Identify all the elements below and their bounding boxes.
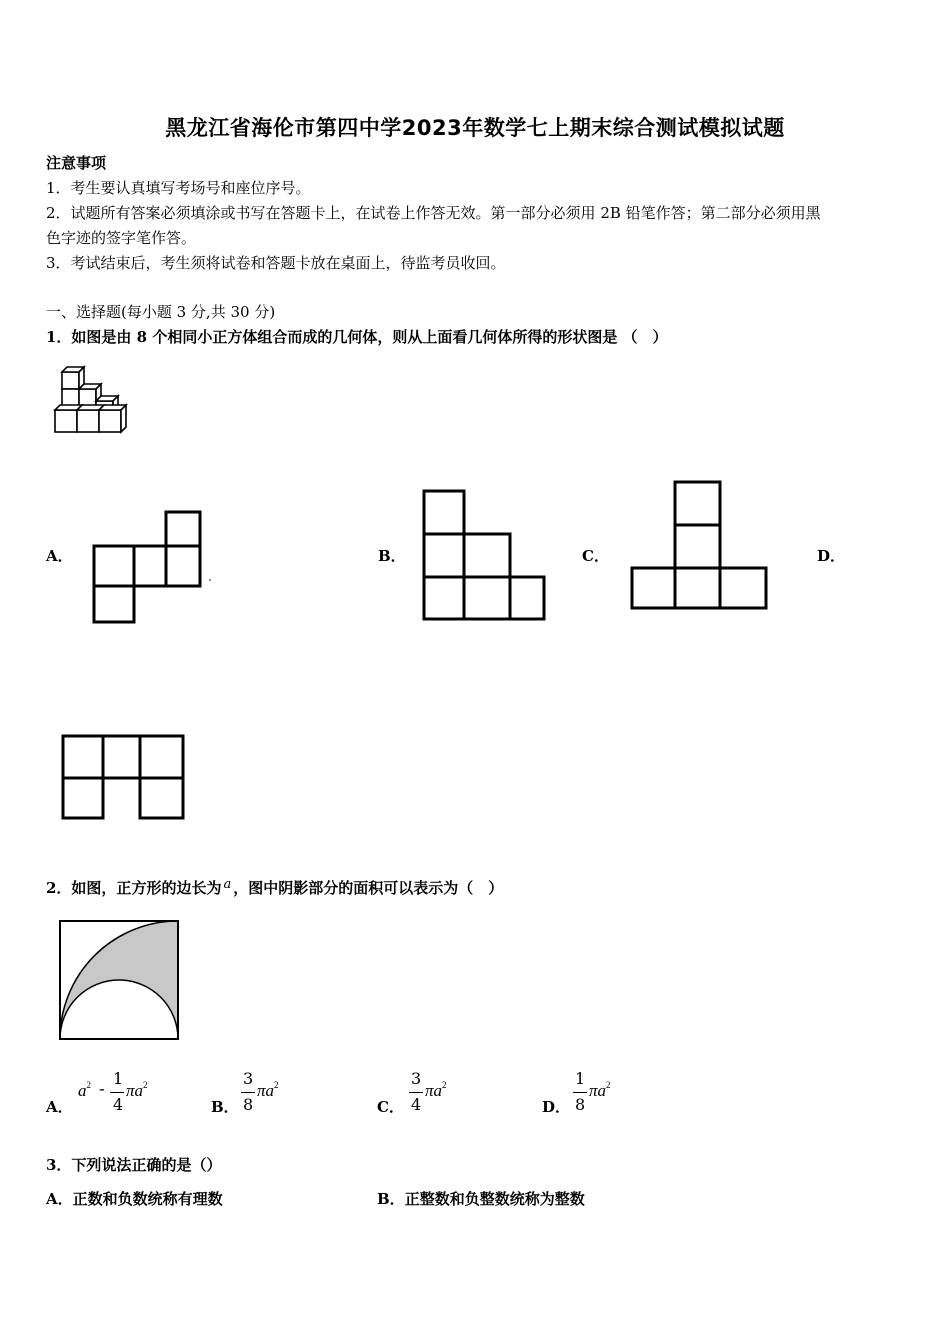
question-2-var: a xyxy=(223,877,232,892)
q1-option-c-figure xyxy=(629,479,779,619)
q2-option-a-tail: $\pi a^2$ xyxy=(126,1080,148,1100)
q1-option-a-label: A． xyxy=(46,547,73,565)
q2-option-b-tail: $\pi a^2$ xyxy=(257,1080,279,1100)
notice-item-2-cont: 色字迹的签字笔作答。 xyxy=(46,229,197,247)
q2-option-d-den: 8 xyxy=(575,1095,586,1114)
q2-option-d-fraction-bar xyxy=(573,1092,587,1093)
q2-option-c-tail: $\pi a^2$ xyxy=(425,1080,447,1100)
q2-option-a-lead: $a^2$ xyxy=(78,1080,91,1100)
question-2-text-after: ，图中阴影部分的面积可以表示为（ ） xyxy=(233,879,504,897)
q2-option-a-num: 1 xyxy=(113,1069,124,1088)
q2-option-b-den: 8 xyxy=(243,1095,254,1114)
q1-option-d-label: D． xyxy=(817,547,846,565)
question-3-text: 3．下列说法正确的是（） xyxy=(46,1156,222,1174)
page-title: 黑龙江省海伦市第四中学2023年数学七上期末综合测试模拟试题 xyxy=(165,116,785,140)
q2-option-b-num: 3 xyxy=(243,1069,254,1088)
q2-option-c-den: 4 xyxy=(411,1095,422,1114)
q2-option-d-num: 1 xyxy=(575,1069,586,1088)
q2-option-d-label: D． xyxy=(542,1098,571,1116)
q3-option-a xyxy=(46,1188,223,1209)
q2-option-c-num: 3 xyxy=(411,1069,422,1088)
section-heading: 一、选择题(每小题 3 分,共 30 分) xyxy=(46,303,276,321)
question-1-text: 1．如图是由 8 个相同小正方体组合而成的几何体，则从上面看几何体所得的形状图是 （ ） xyxy=(46,328,668,346)
notice-item-3: 3．考试结束后，考生须将试卷和答题卡放在桌面上，待监考员收回。 xyxy=(46,254,506,272)
q2-option-a-op: - xyxy=(99,1079,105,1098)
question-2-text-before: 2．如图，正方形的边长为 xyxy=(46,879,222,897)
q3-option-b xyxy=(377,1188,585,1209)
notice-item-2: 2．试题所有答案必须填涂或书写在答题卡上，在试卷上作答无效。第一部分必须用 2B 铅笔作答；第二部分必须用黑 xyxy=(46,204,821,222)
notice-heading: 注意事项 xyxy=(46,154,107,172)
q2-option-a-fraction-bar xyxy=(110,1092,124,1093)
q2-option-a-den: 4 xyxy=(113,1095,124,1114)
question-2-text xyxy=(46,877,503,898)
cube-figure xyxy=(50,362,140,442)
q3-option-b-label: B． xyxy=(377,1190,405,1208)
q1-option-b-figure xyxy=(421,488,551,628)
q3-option-b-text: 正整数和负整数统称为整数 xyxy=(404,1190,585,1208)
notice-item-1: 1．考生要认真填写考场号和座位序号。 xyxy=(46,179,311,197)
q2-option-d-tail: $\pi a^2$ xyxy=(589,1080,611,1100)
q1-option-a-figure xyxy=(90,508,220,628)
square-shaded-figure xyxy=(58,919,182,1043)
q1-option-c-label: C． xyxy=(582,547,609,565)
q1-option-b-label: B． xyxy=(378,547,406,565)
q2-option-b-fraction-bar xyxy=(241,1092,255,1093)
q2-option-c-label: C． xyxy=(377,1098,404,1116)
q2-option-a-label: A． xyxy=(46,1098,73,1116)
q3-option-a-text: 正数和负数统称有理数 xyxy=(72,1190,223,1208)
q2-option-c-fraction-bar xyxy=(409,1092,423,1093)
q3-option-a-label: A． xyxy=(46,1190,73,1208)
q1-option-d-figure xyxy=(60,733,190,823)
q2-option-b-label: B． xyxy=(211,1098,239,1116)
